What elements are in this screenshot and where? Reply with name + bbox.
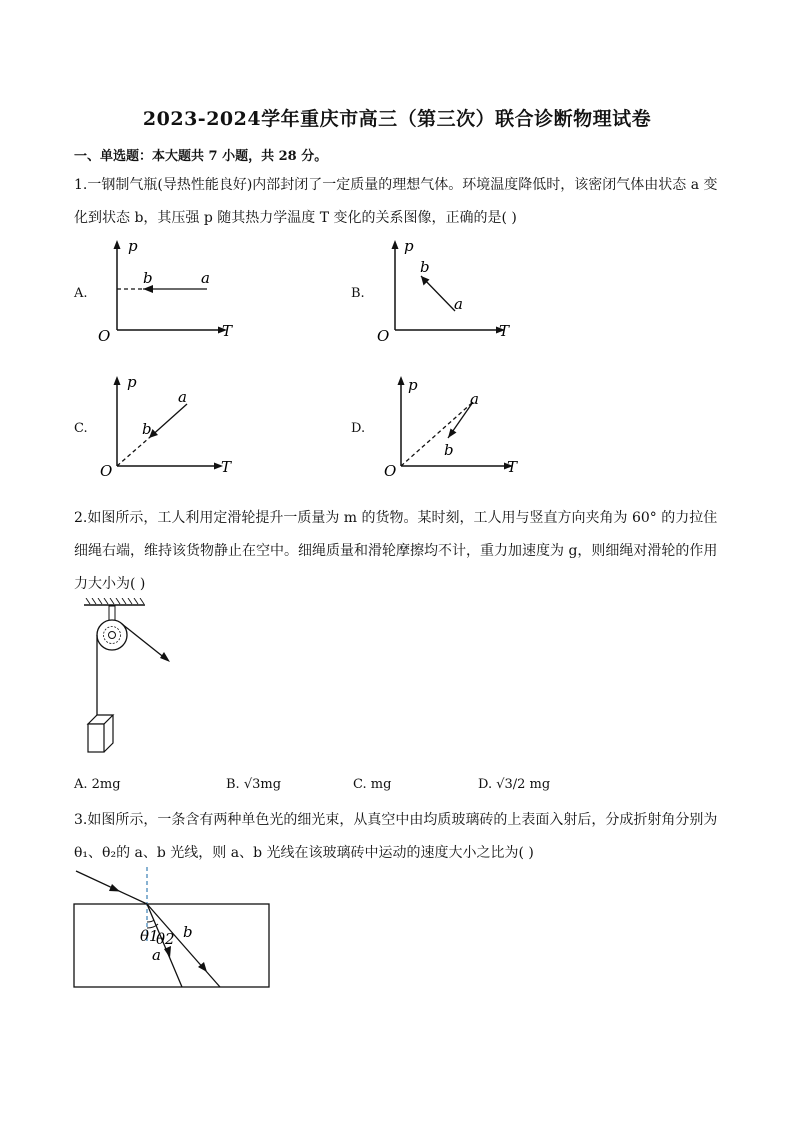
origin-label: O — [98, 327, 111, 343]
question-1-text: 1.一钢制气瓶(导热性能良好)内部封闭了一定质量的理想气体。环境温度降低时，该密闭气体由状态 a 变化到状态 b，其压强 p 随其热力学温度 T 变化的关系图像，正确的是( ) — [74, 177, 718, 226]
state-a-label: a — [201, 269, 210, 287]
q3-glass-refraction-figure — [70, 864, 275, 994]
q2-pulley-figure — [78, 598, 188, 758]
axis-T-label: T — [221, 458, 232, 476]
q1-option-a-label: A. — [74, 286, 88, 301]
ray-b-label: b — [183, 923, 193, 941]
origin-label: O — [377, 327, 390, 343]
q1-graph-d — [381, 372, 531, 480]
axis-T-label: T — [507, 458, 518, 476]
page-title: 2023-2024学年重庆市高三（第三次）联合诊断物理试卷 — [142, 108, 652, 130]
q1-option-b-label: B. — [351, 286, 365, 301]
state-b-label: b — [420, 258, 430, 276]
state-b-label: b — [143, 269, 153, 287]
state-b-label: b — [142, 420, 152, 438]
state-b-label: b — [444, 441, 454, 459]
question-2-text: 2.如图所示，工人利用定滑轮提升一质量为 m 的货物。某时刻，工人用与竖直方向夹角为 60° 的力拉住细绳右端，维持该货物静止在空中。细绳质量和滑轮摩擦均不计，重力加速度为 g，则细绳对滑轮的作用力大小为( ) — [74, 510, 718, 592]
ray-a-label: a — [152, 946, 161, 964]
q1-graph-c — [95, 372, 245, 480]
axis-p-label: p — [408, 376, 418, 394]
axis-p-label: p — [404, 238, 414, 255]
section-heading: 一、单选题：本大题共 7 小题，共 28 分。 — [74, 149, 328, 164]
q1-graph-a — [95, 238, 245, 343]
origin-label: O — [100, 462, 113, 480]
q2-choice-a: A. 2mg — [74, 777, 121, 792]
origin-label: O — [384, 462, 397, 480]
q2-choice-d: D. √3/2 mg — [478, 777, 551, 792]
state-a-label: a — [470, 390, 479, 408]
axis-T-label: T — [222, 322, 233, 340]
question-3-text: 3.如图所示，一条含有两种单色光的细光束，从真空中由均质玻璃砖的上表面入射后，分成折射角分别为 θ₁、θ₂的 a、b 光线，则 a、b 光线在该玻璃砖中运动的速度大小之比为( ) — [74, 812, 718, 861]
theta1-label: θ1 — [140, 927, 159, 945]
q1-option-c-label: C. — [74, 421, 88, 436]
q2-choice-c: C. mg — [353, 777, 392, 792]
state-a-label: a — [454, 295, 463, 313]
q1-option-d-label: D. — [351, 421, 366, 436]
theta2-label: θ2 — [156, 930, 175, 948]
axis-T-label: T — [499, 322, 510, 340]
axis-p-label: p — [127, 373, 137, 391]
state-a-label: a — [178, 388, 187, 406]
q1-graph-b — [373, 238, 523, 343]
q2-choice-b: B. √3mg — [226, 777, 282, 792]
axis-p-label: p — [128, 238, 138, 255]
